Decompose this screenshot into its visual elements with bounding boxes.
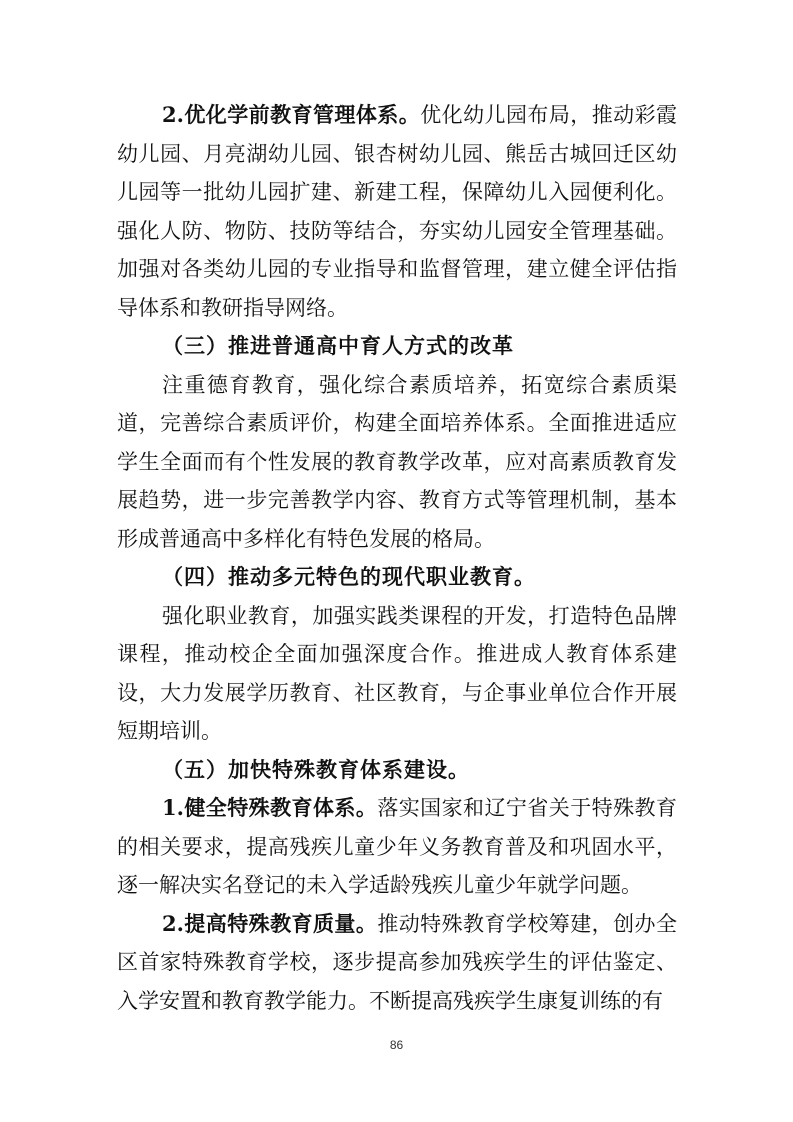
section-heading-4: （四）推动多元特色的现代职业教育。 <box>162 565 536 589</box>
paragraph-lead: 2.优化学前教育管理体系。 <box>162 102 421 127</box>
paragraph-text: 优化幼儿园布局，推动彩霞幼儿园、月亮湖幼儿园、银杏树幼儿园、熊岳古城回迁区幼儿园等一批幼儿园扩建、新建工程，保障幼儿入园便利化。强化人防、物防、技防等结合，夯实幼儿园安全管理基础。加强对各类幼儿园的专业指导和监督管理，建立健全评估指导体系和教研指导网络。 <box>117 103 678 320</box>
document-body <box>117 96 677 1020</box>
paragraph-preschool-management <box>117 96 677 327</box>
paragraph-special-education-quality <box>117 905 677 1021</box>
section-heading-5: （五）加快特殊教育体系建设。 <box>162 757 470 782</box>
paragraph-vocational-education: 强化职业教育，加强实践类课程的开发，打造特色品牌课程，推动校企全面加强深度合作。推进成人教育体系建设，大力发展学历教育、社区教育，与企事业单位合作开展短期培训。 <box>117 603 677 743</box>
paragraph-lead: 1.健全特殊教育体系。 <box>162 795 378 820</box>
paragraph-lead: 2.提高特殊教育质量。 <box>162 910 378 936</box>
page-number: 86 <box>389 1038 404 1052</box>
section-heading-3: （三）推进普通高中育人方式的改革 <box>162 334 514 358</box>
paragraph-text: 落实国家和辽宁省关于特殊教育的相关要求，提高残疾儿童少年义务教育普及和巩固水平，逐一解决实名登记的未入学适龄残疾儿童少年就学问题。 <box>117 796 677 897</box>
paragraph-high-school-reform: 注重德育教育，强化综合素质培养，拓宽综合素质渠道，完善综合素质评价，构建全面培养体系。全面推进适应学生全面而有个性发展的教育教学改革，应对高素质教育发展趋势，进一步完善教学内容、教育方式等管理机制，基本形成普通高中多样化有特色发展的格局。 <box>117 372 677 551</box>
paragraph-special-education-system <box>117 789 677 905</box>
paragraph-text: 推动特殊教育学校筹建，创办全区首家特殊教育学校，逐步提高参加残疾学生的评估鉴定、入学安置和教育教学能力。不断提高残疾学生康复训练的有 <box>117 911 677 1013</box>
